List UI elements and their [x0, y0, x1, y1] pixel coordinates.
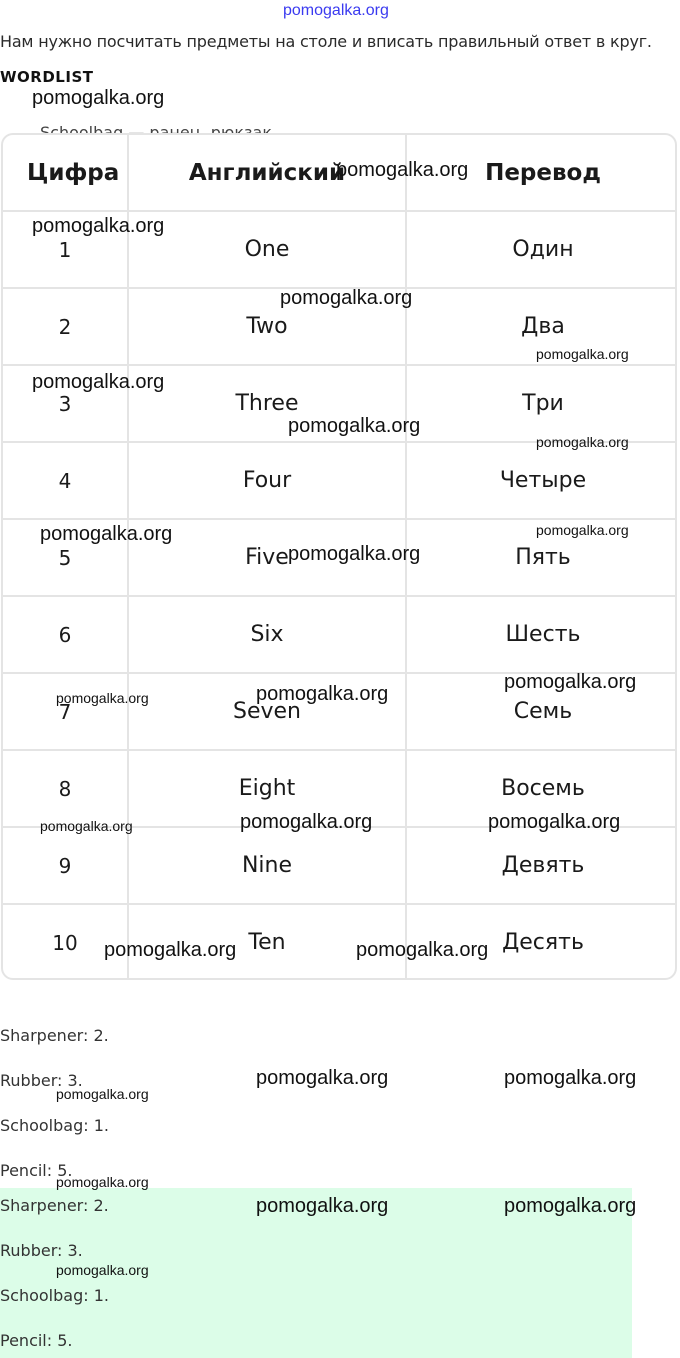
highlighted-answer-line: Pencil: 5. [0, 1331, 73, 1350]
watermark: pomogalka.org [504, 1067, 637, 1089]
table-row [3, 597, 675, 674]
row-digit: 3 [58, 391, 72, 416]
watermark: pomogalka.org [488, 811, 621, 833]
watermark: pomogalka.org [288, 415, 421, 437]
watermark: pomogalka.org [256, 1195, 389, 1217]
row-digit: 5 [58, 545, 72, 570]
intro-text: Нам нужно посчитать предметы на столе и вписать правильный ответ в круг. [0, 32, 652, 51]
watermark: pomogalka.org [504, 1195, 637, 1217]
row-english: Eight [238, 776, 296, 801]
row-translation: Пять [515, 545, 571, 570]
row-english: Ten [248, 930, 286, 955]
highlighted-answer-line: Rubber: 3. [0, 1241, 83, 1260]
answer-line: Pencil: 5. [0, 1161, 73, 1180]
highlighted-answer-line: Sharpener: 2. [0, 1196, 109, 1215]
watermark: pomogalka.org [536, 522, 629, 538]
site-link[interactable]: pomogalka.org [283, 2, 389, 19]
watermark: pomogalka.org [56, 1174, 149, 1190]
watermark: pomogalka.org [336, 159, 469, 181]
row-english: One [244, 237, 290, 262]
watermark: pomogalka.org [536, 434, 629, 450]
watermark: pomogalka.org [40, 818, 133, 834]
highlighted-answer-line: Schoolbag: 1. [0, 1286, 109, 1305]
table-row [3, 443, 675, 520]
row-digit: 4 [58, 468, 72, 493]
row-translation: Девять [501, 853, 585, 878]
row-digit: 2 [58, 314, 72, 339]
wordlist-title: WORDLIST [0, 68, 94, 86]
answer-line: Schoolbag: 1. [0, 1116, 109, 1135]
row-translation: Семь [513, 699, 573, 724]
answer-line: Sharpener: 2. [0, 1026, 109, 1045]
watermark: pomogalka.org [504, 671, 637, 693]
row-english: Six [250, 622, 284, 647]
watermark: pomogalka.org [32, 371, 165, 393]
header-translation: Перевод [485, 159, 601, 186]
row-english: Two [246, 314, 288, 339]
row-translation: Два [521, 314, 565, 339]
row-english: Five [245, 545, 289, 570]
watermark: pomogalka.org [32, 87, 165, 109]
header-digit: Цифра [27, 159, 120, 186]
row-english: Four [242, 468, 292, 493]
watermark: pomogalka.org [40, 523, 173, 545]
row-digit: 9 [58, 853, 72, 878]
table-row [3, 828, 675, 905]
header-english: Английский [188, 159, 346, 186]
row-digit: 6 [58, 622, 72, 647]
row-english: Nine [241, 853, 293, 878]
watermark: pomogalka.org [280, 287, 413, 309]
watermark: pomogalka.org [240, 811, 373, 833]
watermark: pomogalka.org [56, 690, 149, 706]
row-translation: Четыре [499, 468, 587, 493]
row-translation: Шесть [505, 622, 581, 647]
row-digit: 1 [58, 237, 72, 262]
watermark: pomogalka.org [288, 543, 421, 565]
row-translation: Десять [502, 930, 584, 955]
watermark: pomogalka.org [536, 346, 629, 362]
watermark: pomogalka.org [104, 939, 237, 961]
watermark: pomogalka.org [56, 1086, 149, 1102]
row-translation: Три [522, 391, 564, 416]
row-digit: 7 [58, 699, 72, 724]
row-english: Three [235, 391, 299, 416]
wordlist-line [40, 118, 272, 132]
row-english: Seven [233, 699, 301, 724]
row-digit: 8 [58, 776, 72, 801]
answer-line: Rubber: 3. [0, 1071, 83, 1090]
row-translation: Один [512, 237, 574, 262]
row-digit: 10 [52, 930, 78, 955]
row-translation: Восемь [501, 776, 585, 801]
watermark: pomogalka.org [256, 683, 389, 705]
watermark: pomogalka.org [56, 1262, 149, 1278]
watermark: pomogalka.org [356, 939, 489, 961]
watermark: pomogalka.org [256, 1067, 389, 1089]
watermark: pomogalka.org [32, 215, 165, 237]
